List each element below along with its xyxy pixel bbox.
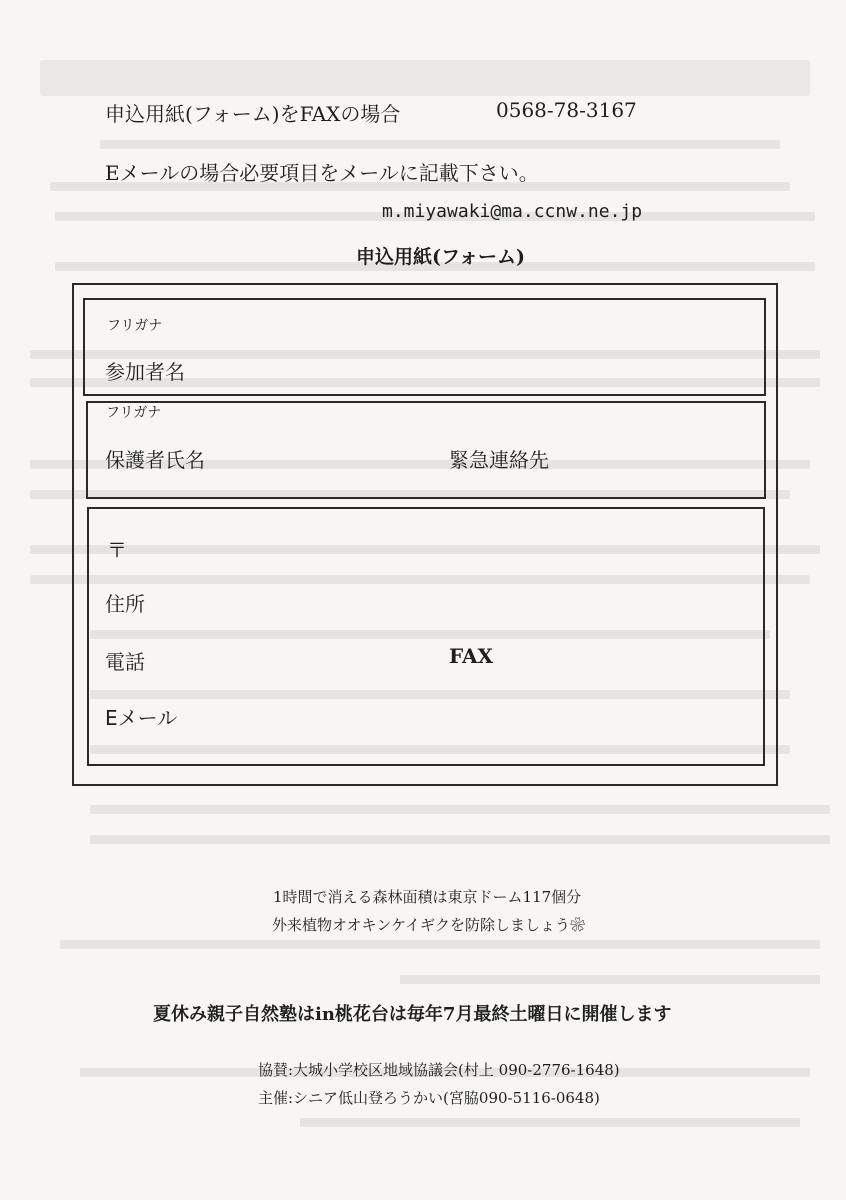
fax-number: 0568-78-3167 [496,98,637,122]
ghost-title-bar [40,60,810,96]
phone-label: 電話 [105,650,145,674]
plant-appeal-text: 外来植物オオキンケイギクを防除しましょう [272,916,571,934]
fax-field-label: FAX [449,644,494,668]
plant-appeal [272,914,585,935]
fax-instruction: 申込用紙(フォーム)をFAXの場合 [105,102,401,126]
email-instruction: Eメールの場合必要項目をメールに記載下さい。 [105,161,539,185]
guardian-name-label: 保護者氏名 [105,448,205,472]
postal-mark: 〒 [107,538,127,562]
participant-section [83,298,766,396]
emergency-contact-label: 緊急連絡先 [449,448,549,472]
sponsor-line: 協賛:大城小学校区地域協議会(村上 090-2776-1648) [258,1061,620,1079]
furigana-label: フリガナ [106,405,162,421]
ghost-line [300,1118,800,1127]
ghost-line [400,975,820,984]
ghost-line [90,835,830,844]
address-label: 住所 [105,592,145,616]
email-address: m.miyawaki@ma.ccnw.ne.jp [382,201,643,222]
contact-section [87,507,765,766]
camp-notice: 夏休み親子自然塾はin桃花台は毎年7月最終土曜日に開催します [153,1004,672,1025]
host-line: 主催:シニア低山登ろうかい(宮脇090-5116-0648) [258,1089,600,1107]
furigana-label: フリガナ [107,318,163,334]
email-field-label: Eメール [105,706,178,730]
flower-icon: ❀ [570,916,586,934]
participant-name-label: 参加者名 [105,360,185,384]
forest-fact: 1時間で消える森林面積は東京ドーム117個分 [273,888,582,906]
ghost-line [60,940,820,949]
form-title: 申込用紙(フォーム) [356,246,526,268]
ghost-line [100,140,780,149]
ghost-line [90,805,830,814]
